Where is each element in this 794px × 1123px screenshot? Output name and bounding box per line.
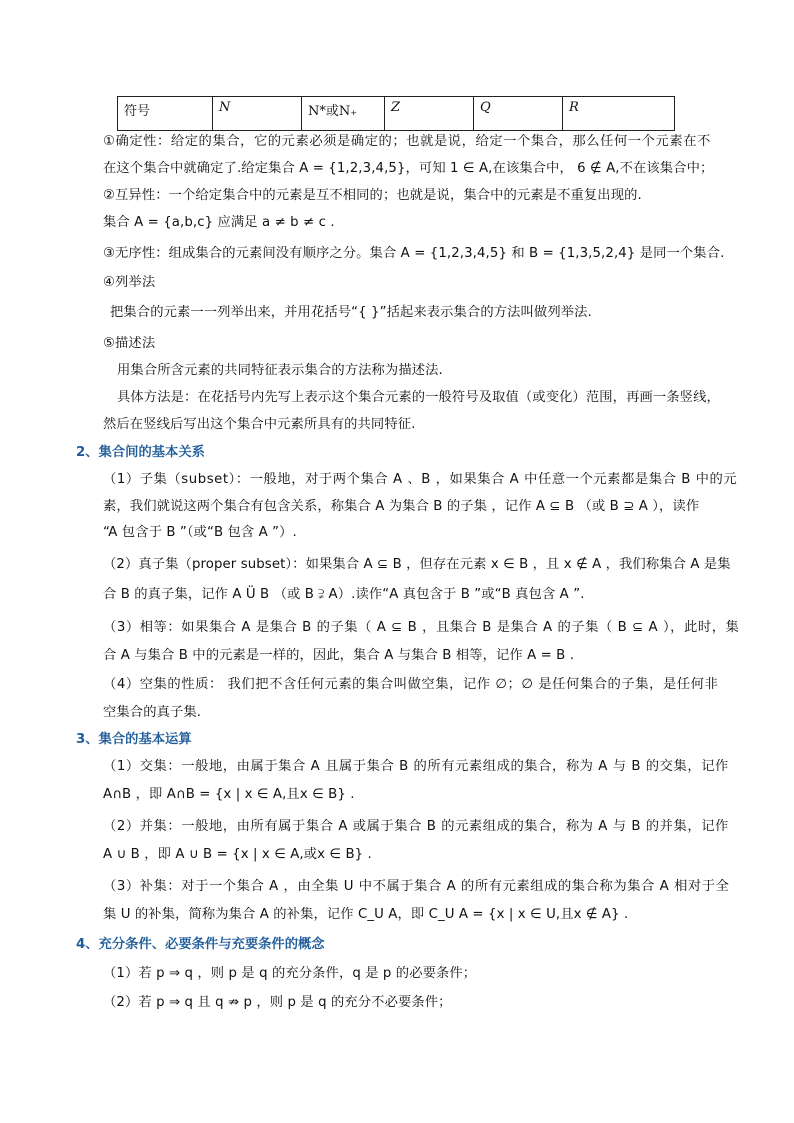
section-heading: 2、集合间的基本关系 xyxy=(76,445,205,460)
text-line: （1）交集：一般地，由属于集合 A 且属于集合 B 的所有元素组成的集合，称为 A 与 B 的交集，记作 xyxy=(103,759,729,774)
text-line: 集 U 的补集，简称为集合 A 的补集，记作 C_U A，即 C_U A = {x | x ∈ U,且x ∉ A} . xyxy=(103,907,629,922)
text-line: ④列举法 xyxy=(103,275,156,290)
text-line: （4）空集的性质： 我们把不含任何元素的集合叫做空集，记作 ∅；∅ 是任何集合的子集，是任何非 xyxy=(103,677,719,692)
text-line: “A 包含于 B ”（或“B 包含 A ”）. xyxy=(103,525,297,540)
table-cell-integers: Z xyxy=(385,97,474,131)
text-line: A∩B ，即 A∩B = {x | x ∈ A,且x ∈ B} . xyxy=(103,787,355,802)
text-line: ①确定性：给定的集合，它的元素必须是确定的；也就是说，给定一个集合，那么任何一个元素在不 xyxy=(103,134,711,149)
text-line: A ∪ B ，即 A ∪ B = {x | x ∈ A,或x ∈ B} . xyxy=(103,847,372,862)
number-symbol-table xyxy=(117,96,675,131)
text-line: 然后在竖线后写出这个集合中元素所具有的共同特征. xyxy=(103,417,416,432)
table-cell-reals: R xyxy=(563,97,675,131)
text-line: （2）若 p ⇒ q 且 q ⇏ p ，则 p 是 q 的充分不必要条件； xyxy=(103,995,452,1010)
text-line: 合 B 的真子集，记作 A Ü B （或 B ⫌ A）.读作“A 真包含于 B ”或“B 真包含 A ”. xyxy=(103,587,585,602)
table-cell-natural: N xyxy=(213,97,302,131)
text-line: （1）子集（subset）：一般地，对于两个集合 A 、B ，如果集合 A 中任意一个元素都是集合 B 中的元 xyxy=(103,472,738,487)
text-line: （3）相等：如果集合 A 是集合 B 的子集（ A ⊆ B ，且集合 B 是集合 A 的子集（ B ⊆ A ），此时，集 xyxy=(103,620,740,635)
text-line: （2）并集：一般地，由所有属于集合 A 或属于集合 B 的元素组成的集合，称为 A 与 B 的并集，记作 xyxy=(103,819,729,834)
text-line: （2）真子集（proper subset）：如果集合 A ⊆ B ，但存在元素 x ∈ B ，且 x ∉ A ，我们称集合 A 是集 xyxy=(103,557,731,572)
text-line: 空集合的真子集. xyxy=(103,705,202,720)
text-line: 用集合所含元素的共同特征表示集合的方法称为描述法. xyxy=(117,363,443,378)
text-line: ③无序性：组成集合的元素间没有顺序之分。集合 A = {1,2,3,4,5} 和 B = {1,3,5,2,4} 是同一个集合. xyxy=(103,246,725,261)
text-line: （1）若 p ⇒ q ，则 p 是 q 的充分条件，q 是 p 的必要条件； xyxy=(103,966,477,981)
text-line: ⑤描述法 xyxy=(103,336,156,351)
text-line: 合 A 与集合 B 中的元素是一样的，因此，集合 A 与集合 B 相等，记作 A = B . xyxy=(103,648,575,663)
text-line: 素，我们就说这两个集合有包含关系，称集合 A 为集合 B 的子集 ，记作 A ⊆ B （或 B ⊇ A ），读作 xyxy=(103,499,700,514)
table-row xyxy=(118,97,675,131)
section-heading: 4、充分条件、必要条件与充要条件的概念 xyxy=(76,937,325,952)
table-cell-positive-natural: N*或N₊ xyxy=(302,97,385,131)
text-line: 在这个集合中就确定了.给定集合 A = {1,2,3,4,5}，可知 1 ∈ A,在该集合中， 6 ∉ A,不在该集合中； xyxy=(103,161,714,176)
text-line: （3）补集：对于一个集合 A ，由全集 U 中不属于集合 A 的所有元素组成的集合称为集合 A 相对于全 xyxy=(103,879,730,894)
text-line: 具体方法是：在花括号内先写上表示这个集合元素的一般符号及取值（或变化）范围，再画一条竖线， xyxy=(117,390,720,405)
section-heading: 3、集合的基本运算 xyxy=(76,732,192,747)
table-cell-rationals: Q xyxy=(474,97,563,131)
text-line: 集合 A = {a,b,c} 应满足 a ≠ b ≠ c . xyxy=(103,215,335,230)
table-header-cell: 符号 xyxy=(118,97,213,131)
text-line: ②互异性：一个给定集合中的元素是互不相同的；也就是说，集合中的元素是不重复出现的. xyxy=(103,188,642,203)
text-line: 把集合的元素一一列举出来，并用花括号“{ }”括起来表示集合的方法叫做列举法. xyxy=(110,305,592,320)
